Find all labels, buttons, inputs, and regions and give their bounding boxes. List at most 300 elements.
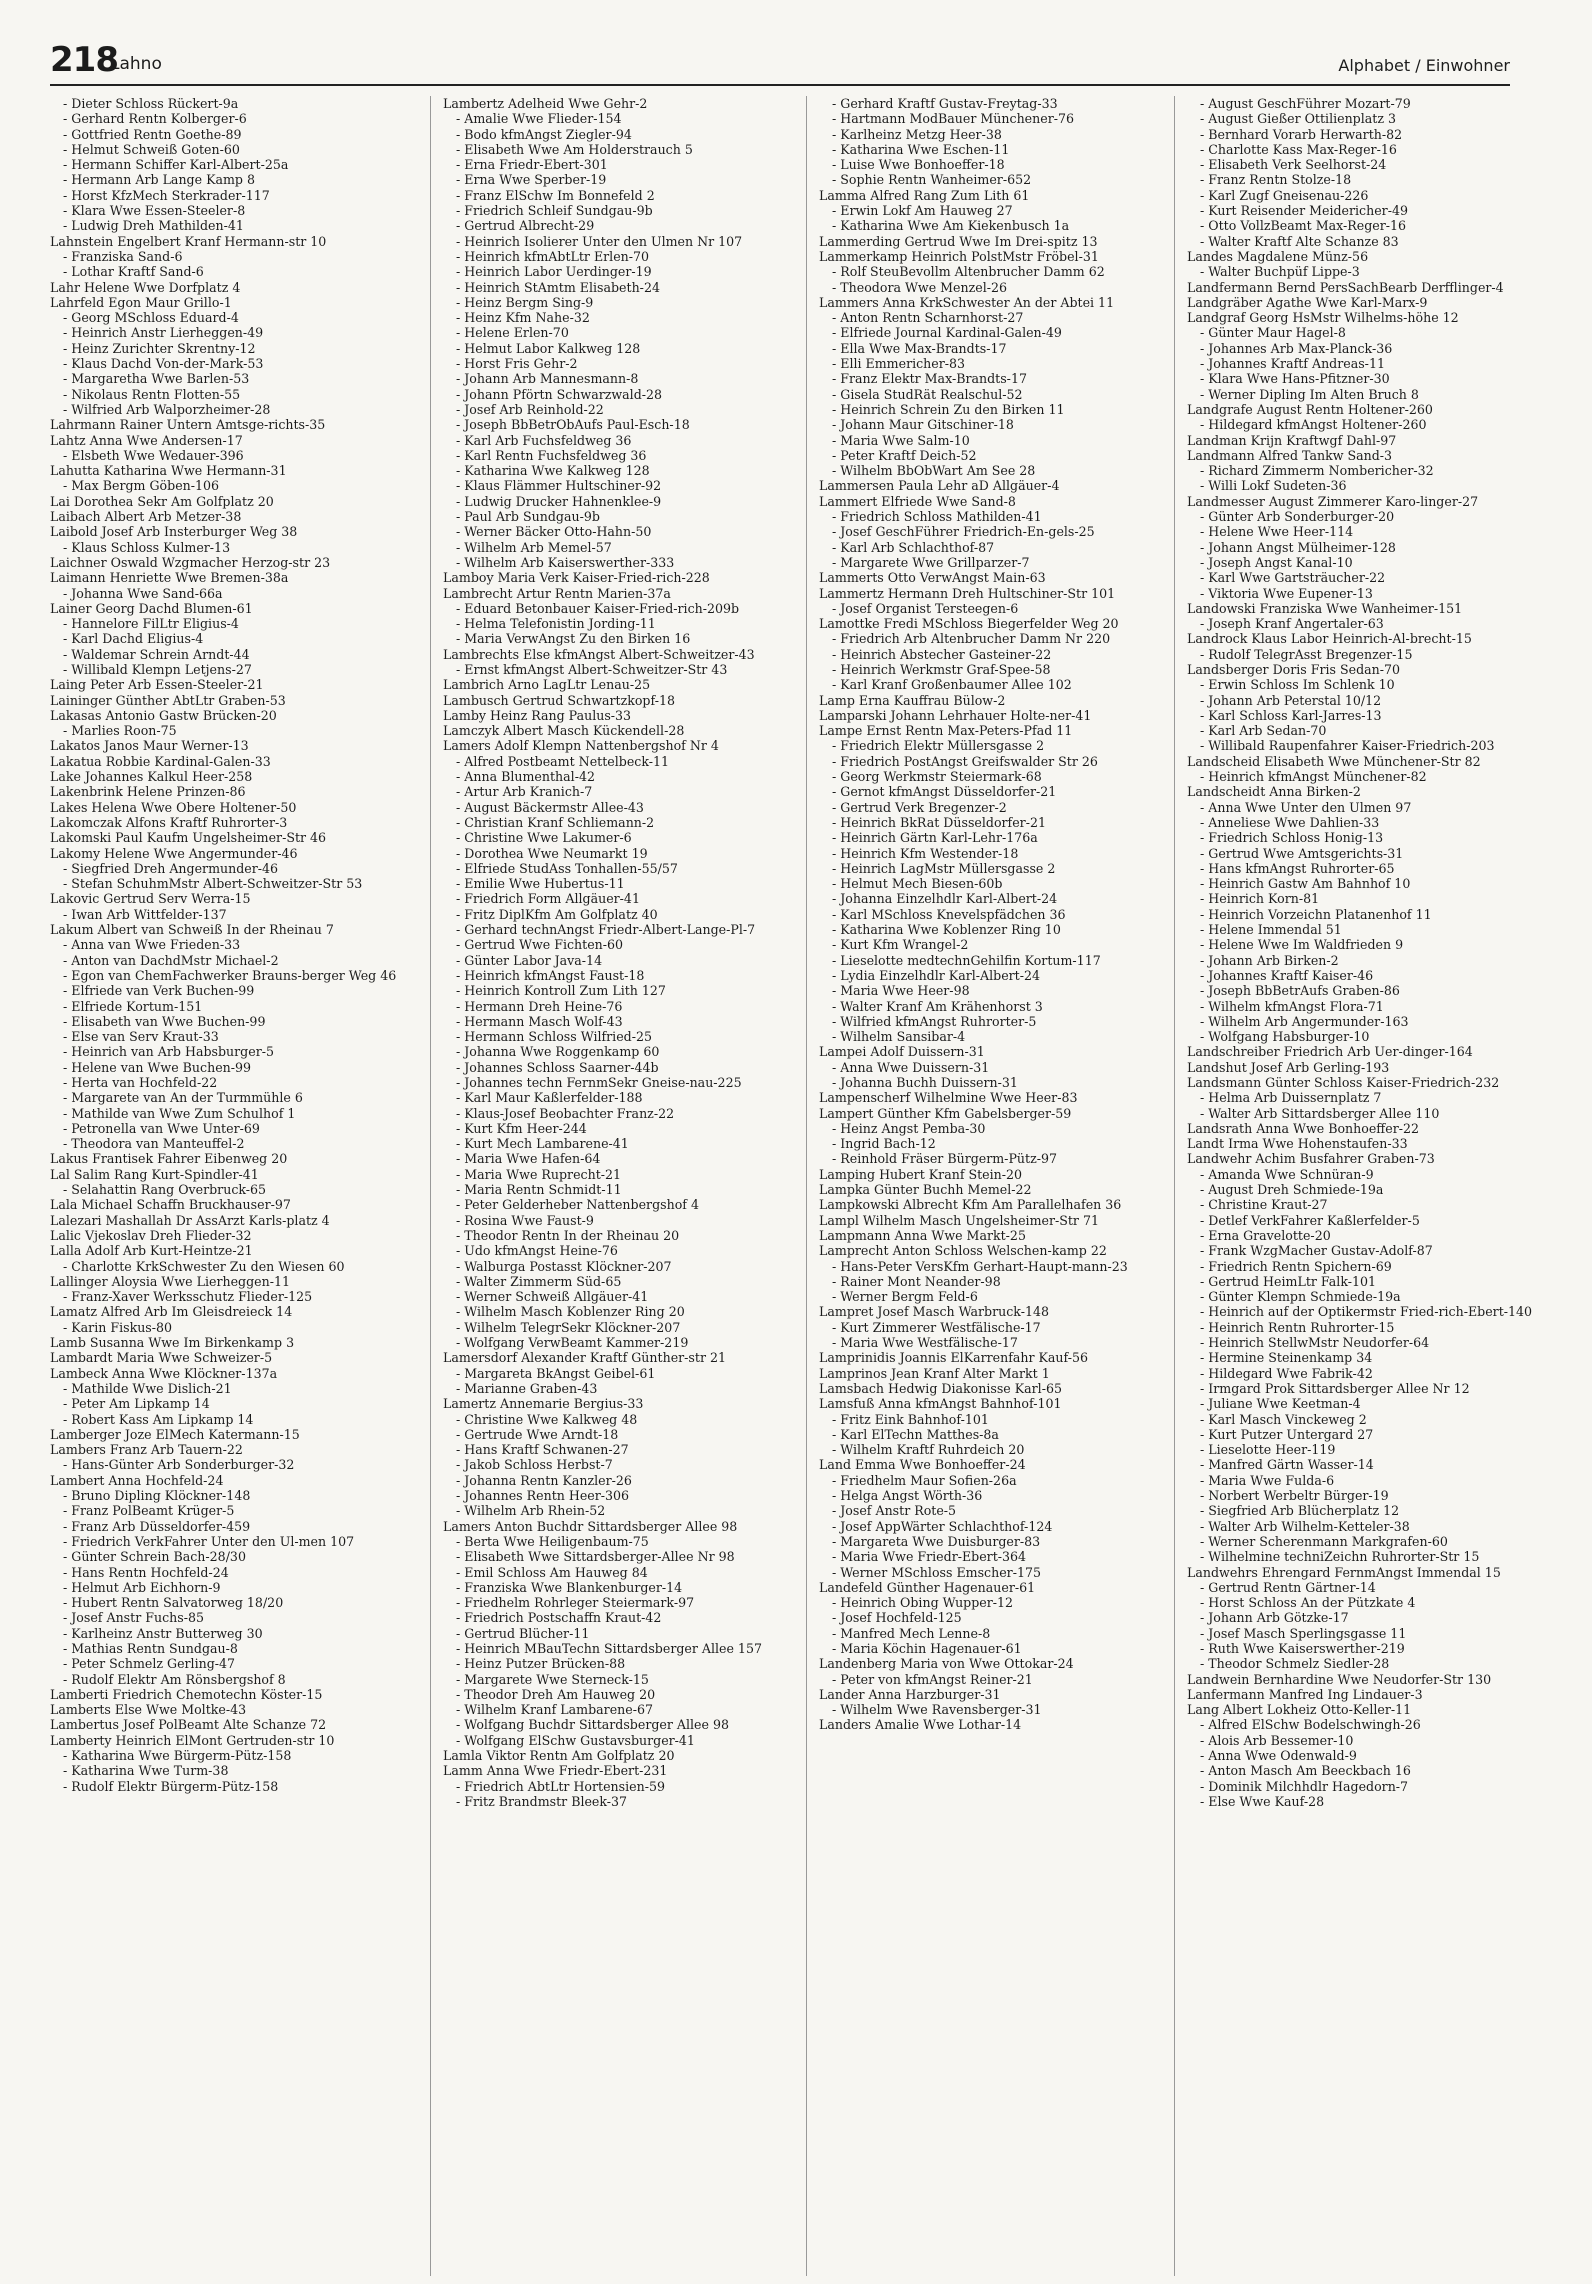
- directory-entry: - Rudolf Elektr Bürgerm-Pütz-158: [63, 1778, 279, 1794]
- directory-entry: - Emil Schloss Am Hauweg 84: [456, 1564, 648, 1580]
- directory-entry: Landgräber Agathe Wwe Karl-Marx-9: [1187, 294, 1428, 310]
- directory-entry: - Anton Masch Am Beeckbach 16: [1200, 1763, 1411, 1779]
- directory-entry: - Fritz Eink Bahnhof-101: [832, 1411, 989, 1427]
- directory-entry: - Hermann Schloss Wilfried-25: [456, 1029, 653, 1045]
- directory-entry: - Friedrich Rentn Spichern-69: [1200, 1258, 1392, 1274]
- directory-entry: Lakatos Janos Maur Werner-13: [50, 738, 249, 754]
- directory-entry: - Christine Kraut-27: [1200, 1197, 1328, 1213]
- directory-entry: - Georg Werkmstr Steiermark-68: [832, 769, 1042, 785]
- directory-entry: - Juliane Wwe Keetman-4: [1200, 1396, 1361, 1412]
- directory-entry: - Franz Arb Düsseldorfer-459: [63, 1518, 251, 1534]
- directory-entry: - Werner Schweiß Allgäuer-41: [456, 1289, 649, 1305]
- directory-entry: - Amanda Wwe Schnüran-9: [1200, 1166, 1374, 1182]
- directory-entry: Lammert Elfriede Wwe Sand-8: [819, 493, 1016, 509]
- directory-entry: - Heinrich Schrein Zu den Birken 11: [832, 401, 1065, 417]
- directory-entry: - Helma Telefonistin Jording-11: [456, 616, 656, 632]
- directory-entry: - Johann Pförtn Schwarzwald-28: [456, 386, 663, 402]
- directory-entry: Lamersdorf Alexander Kraftf Günther-str 21: [443, 1350, 726, 1366]
- directory-entry: Landwehrs Ehrengard FernmAngst Immendal 15: [1187, 1564, 1501, 1580]
- directory-entry: Lakum Albert van Schweiß In der Rheinau 7: [50, 922, 334, 938]
- directory-entry: - Wilhelm Arb Rhein-52: [456, 1503, 606, 1519]
- directory-entry: - Selahattin Rang Overbruck-65: [63, 1182, 267, 1198]
- directory-entry: - Heinrich Korn-81: [1200, 891, 1320, 907]
- directory-entry: Lamparski Johann Lehrhauer Holte-ner-41: [819, 707, 1092, 723]
- directory-entry: - Gertrud Wwe Amtsgerichts-31: [1200, 845, 1404, 861]
- directory-entry: Lammers Anna KrkSchwester An der Abtei 11: [819, 294, 1115, 310]
- directory-entry: - Franz PolBeamt Krüger-5: [63, 1503, 235, 1519]
- directory-entry: - Wilhelm Kraftf Ruhrdeich 20: [832, 1442, 1025, 1458]
- directory-entry: Lampkowski Albrecht Kfm Am Parallelhafen 36: [819, 1197, 1122, 1213]
- directory-entry: Lalic Vjekoslav Dreh Flieder-32: [50, 1227, 252, 1243]
- directory-entry: - Wilhelm Arb Kaiserswerther-333: [456, 554, 675, 570]
- directory-entry: Lakes Helena Wwe Obere Holtener-50: [50, 799, 297, 815]
- directory-entry: - Heinrich Anstr Lierheggen-49: [63, 325, 264, 341]
- directory-entry: - Helma Arb Duissernplatz 7: [1200, 1090, 1382, 1106]
- directory-entry: - Peter Schmelz Gerling-47: [63, 1656, 236, 1672]
- directory-entry: - Helmut Arb Eichhorn-9: [63, 1579, 221, 1595]
- directory-entry: - Johannes Kraftf Kaiser-46: [1200, 967, 1374, 983]
- directory-entry: - Heinrich Kontroll Zum Lith 127: [456, 983, 666, 999]
- directory-entry: Lang Albert Lokheiz Otto-Keller-11: [1187, 1702, 1412, 1718]
- directory-entry: Lammerding Gertrud Wwe Im Drei-spitz 13: [819, 233, 1098, 249]
- directory-entry: Lamma Alfred Rang Zum Lith 61: [819, 187, 1030, 203]
- directory-entry: - Nikolaus Rentn Flotten-55: [63, 386, 241, 402]
- directory-entry: - Johann Maur Gitschiner-18: [832, 417, 1014, 433]
- directory-entry: Lamb Susanna Wwe Im Birkenkamp 3: [50, 1335, 295, 1351]
- directory-entry: Landfermann Bernd PersSachBearb Derfflinger-4: [1187, 279, 1504, 295]
- directory-entry: - Günter Maur Hagel-8: [1200, 325, 1346, 341]
- directory-entry: - Charlotte KrkSchwester Zu den Wiesen 60: [63, 1258, 345, 1274]
- directory-entry: Lambers Franz Arb Tauern-22: [50, 1442, 243, 1458]
- directory-entry: - Heinrich kfmAbtLtr Erlen-70: [456, 248, 650, 264]
- directory-entry: - Berta Wwe Heiligenbaum-75: [456, 1533, 649, 1549]
- directory-entry: - Josef Anstr Rote-5: [832, 1503, 957, 1519]
- directory-entry: - Karl Rentn Fuchsfeldweg 36: [456, 447, 647, 463]
- directory-entry: - Wolfgang Habsburger-10: [1200, 1029, 1370, 1045]
- directory-entry: - Walter Arb Wilhelm-Ketteler-38: [1200, 1518, 1410, 1534]
- directory-entry: Lammertz Hermann Dreh Hultschiner-Str 101: [819, 585, 1116, 601]
- directory-entry: - Elfriede Journal Kardinal-Galen-49: [832, 325, 1062, 341]
- directory-entry: - Gertrud Albrecht-29: [456, 218, 595, 234]
- directory-entry: - Friedrich Schloss Mathilden-41: [832, 509, 1042, 525]
- directory-entry: Lakus Frantisek Fahrer Eibenweg 20: [50, 1151, 288, 1167]
- directory-entry: - Else Wwe Kauf-28: [1200, 1793, 1325, 1809]
- directory-entry: - Johannes techn FernmSekr Gneise-nau-225: [456, 1075, 742, 1090]
- directory-entry: Landgrafe August Rentn Holtener-260: [1187, 401, 1433, 417]
- directory-entry: - Wilhelm TelegrSekr Klöckner-207: [456, 1319, 681, 1335]
- directory-entry: - Helmut Mech Biesen-60b: [832, 876, 1003, 892]
- directory-entry: - Walter Zimmerm Süd-65: [456, 1273, 622, 1289]
- directory-entry: - Maria Köchin Hagenauer-61: [832, 1640, 1022, 1656]
- directory-entry: - Maria Wwe Hafen-64: [456, 1151, 601, 1167]
- directory-entry: Lainer Georg Dachd Blumen-61: [50, 600, 253, 616]
- directory-entry: - Katharina Wwe Turm-38: [63, 1763, 229, 1779]
- directory-entry: - Günter Labor Java-14: [456, 952, 603, 968]
- directory-entry: - Klaus Flämmer Hultschiner-92: [456, 478, 662, 494]
- directory-entry: - Gertrud Wwe Fichten-60: [456, 937, 624, 953]
- directory-entry: Landsberger Doris Fris Sedan-70: [1187, 661, 1401, 677]
- directory-entry: - Wolfgang VerwBeamt Kammer-219: [456, 1335, 689, 1351]
- directory-entry: - Günter Klempn Schmiede-19a: [1200, 1289, 1401, 1305]
- directory-entry: - Wilhelm Kranf Lambarene-67: [456, 1702, 653, 1718]
- directory-entry: - Maria Wwe Ruprecht-21: [456, 1166, 622, 1182]
- directory-entry: - Ernst kfmAngst Albert-Schweitzer-Str 43: [456, 661, 728, 677]
- directory-entry: - Theodora Wwe Menzel-26: [832, 279, 1008, 295]
- directory-entry: - Wilfried kfmAngst Ruhrorter-5: [832, 1013, 1037, 1029]
- directory-entry: - Peter Am Lipkamp 14: [63, 1396, 210, 1412]
- directory-entry: - August Bäckermstr Allee-43: [456, 799, 644, 815]
- directory-entry: - Anna Wwe Unter den Ulmen 97: [1200, 799, 1412, 815]
- directory-entry: Landrock Klaus Labor Heinrich-Al-brecht-15: [1187, 631, 1472, 647]
- directory-entry: - Josef Hochfeld-125: [832, 1610, 962, 1626]
- directory-entry: - Siegfried Dreh Angermunder-46: [63, 860, 279, 876]
- directory-entry: - Helene Immendal 51: [1200, 922, 1342, 938]
- directory-entry: - Johannes Rentn Heer-306: [456, 1488, 630, 1504]
- directory-entry: - Anna Wwe Duissern-31: [832, 1059, 990, 1075]
- directory-entry: - Fritz DiplKfm Am Golfplatz 40: [456, 906, 658, 922]
- directory-entry: - Reinhold Fräser Bürgerm-Pütz-97: [832, 1151, 1058, 1167]
- directory-entry: - Helene Wwe Im Waldfrieden 9: [1200, 937, 1404, 953]
- directory-entry: - Gerhard Kraftf Gustav-Freytag-33: [832, 96, 1058, 111]
- directory-entry: - Johann Arb Götzke-17: [1200, 1610, 1349, 1626]
- directory-entry: - Heinrich StellwMstr Neudorfer-64: [1200, 1335, 1430, 1351]
- directory-entry: - Heinz Angst Pemba-30: [832, 1120, 986, 1136]
- directory-entry: - Willibald Klempn Letjens-27: [63, 661, 252, 677]
- directory-entry: - Heinrich Isolierer Unter den Ulmen Nr 107: [456, 233, 743, 249]
- directory-entry: - Karl Masch Vinckeweg 2: [1200, 1411, 1367, 1427]
- directory-entry: - Wilhelm Arb Memel-57: [456, 539, 612, 555]
- directory-entry: - Alfred Postbeamt Nettelbeck-11: [456, 753, 670, 769]
- directory-entry: - Friedrich VerkFahrer Unter den Ul-men 107: [63, 1533, 355, 1549]
- directory-entry: Landenberg Maria von Wwe Ottokar-24: [819, 1656, 1074, 1672]
- directory-entry: - Johann Angst Mülheimer-128: [1200, 539, 1396, 555]
- directory-entry: - Anna Wwe Odenwald-9: [1200, 1748, 1357, 1764]
- directory-entry: - Elisabeth Wwe Sittardsberger-Allee Nr 98: [456, 1549, 735, 1565]
- directory-entry: - Hermann Dreh Heine-76: [456, 998, 623, 1014]
- directory-entry: Land Emma Wwe Bonhoeffer-24: [819, 1457, 1026, 1473]
- directory-entry: - Richard Zimmerm Nombericher-32: [1200, 463, 1434, 479]
- directory-entry: Lamottke Fredi MSchloss Biegerfelder Weg 20: [819, 616, 1119, 632]
- directory-entry: - Heinrich Gärtn Karl-Lehr-176a: [832, 830, 1038, 846]
- directory-entry: Lambrich Arno LagLtr Lenau-25: [443, 677, 651, 693]
- directory-entry: - Hubert Rentn Salvatorweg 18/20: [63, 1595, 284, 1611]
- directory-entry: - Kurt Kfm Wrangel-2: [832, 937, 969, 953]
- directory-entry: - Horst Schloss An der Pützkate 4: [1200, 1595, 1416, 1611]
- directory-entry: - Horst KfzMech Sterkrader-117: [63, 187, 270, 203]
- directory-entry: Lakenbrink Helene Prinzen-86: [50, 784, 246, 800]
- directory-entry: - Hans kfmAngst Ruhrorter-65: [1200, 860, 1395, 876]
- directory-entry: - Friedhelm Maur Sofien-26a: [832, 1472, 1017, 1488]
- directory-entry: Lambert Anna Hochfeld-24: [50, 1472, 224, 1488]
- directory-entry: Lamm Anna Wwe Friedr-Ebert-231: [443, 1763, 668, 1779]
- directory-entry: - Heinrich Abstecher Gasteiner-22: [832, 646, 1052, 662]
- directory-entry: - Frank WzgMacher Gustav-Adolf-87: [1200, 1243, 1433, 1259]
- directory-entry: - Willi Lokf Sudeten-36: [1200, 478, 1347, 494]
- directory-entry: - Theodor Rentn In der Rheinau 20: [456, 1227, 680, 1243]
- directory-entry: - Heinrich kfmAngst Faust-18: [456, 967, 645, 983]
- directory-entry: - Walter Arb Sittardsberger Allee 110: [1200, 1105, 1440, 1121]
- directory-entry: - Detlef VerkFahrer Kaßlerfelder-5: [1200, 1212, 1420, 1228]
- directory-entry: - Karl MSchloss Knevelspfädchen 36: [832, 906, 1066, 922]
- directory-entry: - Udo kfmAngst Heine-76: [456, 1243, 618, 1259]
- directory-entry: Landers Amalie Wwe Lothar-14: [819, 1717, 1022, 1733]
- directory-entry: - Johanna Buchh Duissern-31: [832, 1075, 1018, 1090]
- directory-entry: - Elisabeth Verk Seelhorst-24: [1200, 157, 1387, 173]
- directory-entry: Laibold Josef Arb Insterburger Weg 38: [50, 524, 298, 540]
- directory-entry: - Heinrich MBauTechn Sittardsberger Allee 157: [456, 1640, 762, 1656]
- directory-entry: Lanfermann Manfred Ing Lindauer-3: [1187, 1686, 1423, 1702]
- directory-entry: Laichner Oswald Wzgmacher Herzog-str 23: [50, 554, 331, 570]
- directory-entry: - Gertrud Verk Bregenzer-2: [832, 799, 1007, 815]
- directory-entry: - Johann Arb Mannesmann-8: [456, 371, 639, 387]
- directory-entry: - Elsbeth Wwe Wedauer-396: [63, 447, 244, 463]
- directory-entry: - Peter Gelderheber Nattenbergshof 4: [456, 1197, 699, 1213]
- directory-entry: Laininger Günther AbtLtr Graben-53: [50, 692, 286, 708]
- directory-entry: - Klaus-Josef Beobachter Franz-22: [456, 1105, 675, 1121]
- directory-entry: Landmann Alfred Tankw Sand-3: [1187, 447, 1393, 463]
- directory-entry: - Joseph BbBetrObAufs Paul-Esch-18: [456, 417, 690, 433]
- directory-entry: - Peter Kraftf Deich-52: [832, 447, 977, 463]
- directory-entry: - Viktoria Wwe Eupener-13: [1200, 585, 1373, 601]
- directory-entry: - Johanna Wwe Roggenkamp 60: [456, 1044, 660, 1060]
- directory-entry: - Margareta BkAngst Geibel-61: [456, 1365, 656, 1381]
- directory-entry: - Rainer Mont Neander-98: [832, 1273, 1001, 1289]
- directory-entry: Lambardt Maria Wwe Schweizer-5: [50, 1350, 273, 1366]
- directory-entry: Lamczyk Albert Masch Kückendell-28: [443, 723, 685, 739]
- directory-entry: Lampe Ernst Rentn Max-Peters-Pfad 11: [819, 723, 1073, 739]
- directory-entry: - Ludwig Drucker Hahnenklee-9: [456, 493, 662, 509]
- directory-entry: - Sophie Rentn Wanheimer-652: [832, 172, 1032, 188]
- directory-entry: - Petronella van Wwe Unter-69: [63, 1120, 260, 1136]
- directory-entry: - Karl Kranf Großenbaumer Allee 102: [832, 677, 1072, 693]
- directory-entry: Lakovic Gertrud Serv Werra-15: [50, 891, 251, 907]
- directory-entry: Lammerkamp Heinrich PolstMstr Fröbel-31: [819, 248, 1099, 264]
- directory-entry: - Gertrud Blücher-11: [456, 1625, 590, 1641]
- directory-entry: Lal Salim Rang Kurt-Spindler-41: [50, 1166, 259, 1182]
- directory-entry: - Walter Kraftf Alte Schanze 83: [1200, 233, 1399, 249]
- directory-entry: - Karl Arb Fuchsfeldweg 36: [456, 432, 632, 448]
- directory-entry: - Johannes Schloss Saarner-44b: [456, 1059, 659, 1075]
- directory-entry: - Gertrud HeimLtr Falk-101: [1200, 1273, 1377, 1289]
- directory-entry: - Katharina Wwe Koblenzer Ring 10: [832, 922, 1061, 938]
- directory-entry: - Erna Wwe Sperber-19: [456, 172, 607, 188]
- directory-entry: - Heinrich StAmtm Elisabeth-24: [456, 279, 660, 295]
- directory-entry: - Karl Arb Sedan-70: [1200, 723, 1327, 739]
- directory-entry: Lakomczak Alfons Kraftf Ruhrorter-3: [50, 814, 288, 830]
- directory-entry: - Hans-Peter VersKfm Gerhart-Haupt-mann-23: [832, 1258, 1128, 1274]
- directory-entry: Lambertus Josef PolBeamt Alte Schanze 72: [50, 1717, 327, 1733]
- directory-entry: - Wilhelmine techniZeichn Ruhrorter-Str 15: [1200, 1549, 1480, 1565]
- directory-entry: - Elisabeth van Wwe Buchen-99: [63, 1013, 266, 1029]
- directory-entry: Lamertz Annemarie Bergius-33: [443, 1396, 644, 1412]
- directory-entry: - Fritz Brandmstr Bleek-37: [456, 1793, 628, 1809]
- directory-entry: - Horst Fris Gehr-2: [456, 356, 578, 372]
- directory-entry: - Günter Arb Sonderburger-20: [1200, 509, 1395, 525]
- directory-entry: - Johanna Rentn Kanzler-26: [456, 1472, 632, 1488]
- directory-entry: - Walter Buchpüf Lippe-3: [1200, 264, 1360, 280]
- directory-entry: - Maria Rentn Schmidt-11: [456, 1182, 622, 1198]
- directory-entry: - Joseph Kranf Angertaler-63: [1200, 616, 1384, 632]
- directory-entry: - Bernhard Vorarb Herwarth-82: [1200, 126, 1403, 142]
- directory-entry: - Friedrich Elektr Müllersgasse 2: [832, 738, 1045, 754]
- directory-entry: - Dorothea Wwe Neumarkt 19: [456, 845, 648, 861]
- directory-entry: - Alois Arb Bessemer-10: [1200, 1732, 1354, 1748]
- directory-entry: Landschreiber Friedrich Arb Uer-dinger-164: [1187, 1044, 1473, 1060]
- column-1: [50, 96, 402, 2276]
- directory-entry: - Katharina Wwe Eschen-11: [832, 141, 1010, 157]
- directory-entry: Lamping Hubert Kranf Stein-20: [819, 1166, 1023, 1182]
- directory-entry: Laing Peter Arb Essen-Steeler-21: [50, 677, 264, 693]
- directory-entry: - Heinz Putzer Brücken-88: [456, 1656, 626, 1672]
- directory-entry: - Maria Wwe Fulda-6: [1200, 1472, 1335, 1488]
- directory-entry: Lambrechts Else kfmAngst Albert-Schweitzer-43: [443, 646, 755, 662]
- directory-entry: - Karl ElTechn Matthes-8a: [832, 1426, 999, 1442]
- column-4: [1174, 96, 1539, 2276]
- directory-entry: - Bruno Dipling Klöckner-148: [63, 1488, 251, 1504]
- directory-entry: - Erwin Schloss Im Schlenk 10: [1200, 677, 1395, 693]
- directory-entry: Lamberti Friedrich Chemotechn Köster-15: [50, 1686, 323, 1702]
- directory-entry: - Elfriede van Verk Buchen-99: [63, 983, 255, 999]
- directory-entry: - Otto VollzBeamt Max-Reger-16: [1200, 218, 1407, 234]
- page-header: [50, 38, 1510, 86]
- directory-entry: Lamberty Heinrich ElMont Gertruden-str 10: [50, 1732, 335, 1748]
- directory-entry: - Anton van DachdMstr Michael-2: [63, 952, 279, 968]
- directory-entry: - Bodo kfmAngst Ziegler-94: [456, 126, 632, 142]
- directory-entry: - Maria VerwAngst Zu den Birken 16: [456, 631, 691, 647]
- directory-entry: - Johann Arb Peterstal 10/12: [1200, 692, 1382, 708]
- directory-entry: Lampka Günter Buchh Memel-22: [819, 1182, 1032, 1198]
- directory-entry: - Johannes Arb Max-Planck-36: [1200, 340, 1393, 356]
- directory-entry: - Joseph BbBetrAufs Graben-86: [1200, 983, 1400, 999]
- directory-entry: - Ludwig Dreh Mathilden-41: [63, 218, 244, 234]
- directory-entry: Lampret Josef Masch Warbruck-148: [819, 1304, 1049, 1320]
- directory-entry: - Johann Arb Birken-2: [1200, 952, 1339, 968]
- directory-entry: - Ingrid Bach-12: [832, 1136, 936, 1152]
- directory-entry: - Walter Kranf Am Krähenhorst 3: [832, 998, 1043, 1014]
- directory-entry: - Josef AppWärter Schlachthof-124: [832, 1518, 1053, 1534]
- directory-entry: - Norbert Werbeltr Bürger-19: [1200, 1488, 1389, 1504]
- directory-entry: - Karl Arb Schlachthof-87: [832, 539, 995, 555]
- directory-entry: - Franz Rentn Stolze-18: [1200, 172, 1352, 188]
- section-title: Alphabet / Einwohner: [1338, 56, 1510, 75]
- directory-entry: Lander Anna Harzburger-31: [819, 1686, 1001, 1702]
- directory-entry: - Johanna Wwe Sand-66a: [63, 585, 223, 601]
- directory-entry: - Gertrude Wwe Arndt-18: [456, 1426, 619, 1442]
- directory-entry: - Christine Wwe Kalkweg 48: [456, 1411, 638, 1427]
- directory-entry: - Helene Erlen-70: [456, 325, 569, 341]
- directory-entry: - Theodor Dreh Am Hauweg 20: [456, 1686, 656, 1702]
- directory-entry: - Kurt Kfm Heer-244: [456, 1120, 587, 1136]
- directory-entry: Landmesser August Zimmerer Karo-linger-27: [1187, 493, 1479, 509]
- directory-entry: Lamprinidis Joannis ElKarrenfahr Kauf-56: [819, 1350, 1089, 1366]
- directory-entry: - Max Bergm Göben-106: [63, 478, 220, 494]
- page-number: 218: [50, 40, 118, 80]
- directory-entry: - Heinrich Gastw Am Bahnhof 10: [1200, 876, 1411, 892]
- directory-entry: - Peter von kfmAngst Reiner-21: [832, 1671, 1033, 1687]
- directory-entry: - Hermann Arb Lange Kamp 8: [63, 172, 256, 188]
- directory-entry: - Kurt Putzer Untergard 27: [1200, 1426, 1374, 1442]
- directory-entry: - Klara Wwe Essen-Steeler-8: [63, 203, 246, 219]
- directory-entry: Lamsbach Hedwig Diakonisse Karl-65: [819, 1380, 1062, 1396]
- directory-entry: - Lieselotte Heer-119: [1200, 1442, 1336, 1458]
- directory-entry: - Paul Arb Sundgau-9b: [456, 509, 600, 525]
- directory-entry: - Elfriede Kortum-151: [63, 998, 203, 1014]
- directory-entry: - Jakob Schloss Herbst-7: [456, 1457, 613, 1473]
- directory-entry: Lalezari Mashallah Dr AssArzt Karls-platz 4: [50, 1212, 330, 1228]
- directory-entry: - Karl Schloss Karl-Jarres-13: [1200, 707, 1382, 723]
- directory-entry: - Stefan SchuhmMstr Albert-Schweitzer-Str 53: [63, 876, 363, 892]
- directory-entry: - Hartmann ModBauer Münchener-76: [832, 111, 1074, 127]
- directory-entry: Lahrmann Rainer Untern Amtsge-richts-35: [50, 417, 326, 433]
- directory-entry: Lake Johannes Kalkul Heer-258: [50, 769, 253, 785]
- directory-entry: Lambeck Anna Wwe Klöckner-137a: [50, 1365, 278, 1381]
- directory-entry: - Karl Dachd Eligius-4: [63, 631, 204, 647]
- directory-entry: - Friedrich Postschaffn Kraut-42: [456, 1610, 662, 1626]
- directory-entry: - Waldemar Schrein Arndt-44: [63, 646, 250, 662]
- directory-entry: - Elli Emmericher-83: [832, 356, 966, 372]
- directory-entry: - Wilhelm BbObWart Am See 28: [832, 463, 1036, 479]
- directory-entry: Lakasas Antonio Gastw Brücken-20: [50, 707, 277, 723]
- directory-entry: Landwehr Achim Busfahrer Graben-73: [1187, 1151, 1435, 1167]
- directory-entry: - Werner Bäcker Otto-Hahn-50: [456, 524, 652, 540]
- directory-entry: - Heinrich kfmAngst Münchener-82: [1200, 769, 1427, 785]
- directory-entry: Lamsfuß Anna kfmAngst Bahnhof-101: [819, 1396, 1062, 1412]
- directory-entry: - Helene van Wwe Buchen-99: [63, 1059, 252, 1075]
- directory-entry: - Gerhard Rentn Kolberger-6: [63, 111, 247, 127]
- directory-entry: Lambertz Adelheid Wwe Gehr-2: [443, 96, 648, 111]
- directory-entry: - Georg MSchloss Eduard-4: [63, 310, 239, 326]
- directory-entry: Landman Krijn Kraftwgf Dahl-97: [1187, 432, 1397, 448]
- directory-entry: - Anneliese Wwe Dahlien-33: [1200, 814, 1380, 830]
- directory-entry: - Amalie Wwe Flieder-154: [456, 111, 622, 127]
- directory-entry: - Helga Angst Wörth-36: [832, 1488, 983, 1504]
- directory-entry: Lamers Adolf Klempn Nattenbergshof Nr 4: [443, 738, 719, 754]
- directory-entry: - Heinrich Rentn Ruhrorter-15: [1200, 1319, 1395, 1335]
- directory-entry: - August Gießer Ottilienplatz 3: [1200, 111, 1396, 127]
- directory-entry: - Wilhelm Sansibar-4: [832, 1029, 966, 1045]
- directory-entry: Lamberts Else Wwe Moltke-43: [50, 1702, 247, 1718]
- directory-entry: - Johannes Kraftf Andreas-11: [1200, 356, 1385, 372]
- directory-entry: - Karlheinz Anstr Butterweg 30: [63, 1625, 263, 1641]
- directory-entry: - Erna Friedr-Ebert-301: [456, 157, 608, 173]
- directory-entry: Lampei Adolf Duissern-31: [819, 1044, 985, 1060]
- directory-entry: - Christine Wwe Lakumer-6: [456, 830, 632, 846]
- directory-entry: - Manfred Mech Lenne-8: [832, 1625, 991, 1641]
- directory-entry: - Heinz Zurichter Skrentny-12: [63, 340, 256, 356]
- directory-entry: - Maria Wwe Westfälische-17: [832, 1335, 1018, 1351]
- directory-entry: Landscheid Elisabeth Wwe Münchener-Str 82: [1187, 753, 1481, 769]
- directory-entry: - Dieter Schloss Rückert-9a: [63, 96, 239, 111]
- directory-entry: Lammerts Otto VerwAngst Main-63: [819, 570, 1046, 586]
- directory-entry: - Günter Schrein Bach-28/30: [63, 1549, 246, 1565]
- directory-entry: Lalla Adolf Arb Kurt-Heintze-21: [50, 1243, 253, 1259]
- directory-entry: - Helmut Labor Kalkweg 128: [456, 340, 641, 356]
- directory-entry: - Gisela StudRät Realschul-52: [832, 386, 1023, 402]
- directory-entry: - Robert Kass Am Lipkamp 14: [63, 1411, 254, 1427]
- directory-entry: - Mathias Rentn Sundgau-8: [63, 1640, 238, 1656]
- directory-entry: - Wilhelm Wwe Ravensberger-31: [832, 1702, 1042, 1718]
- directory-entry: - Margareta Wwe Duisburger-83: [832, 1533, 1041, 1549]
- directory-entry: - Elfriede StudAss Tonhallen-55/57: [456, 860, 678, 876]
- directory-entry: - Charlotte Kass Max-Reger-16: [1200, 141, 1397, 157]
- directory-entry: - Heinz Kfm Nahe-32: [456, 310, 590, 326]
- directory-entry: - Margaretha Wwe Barlen-53: [63, 371, 250, 387]
- directory-entry: - Rolf SteuBevollm Altenbrucher Damm 62: [832, 264, 1105, 280]
- directory-entry: Lampl Wilhelm Masch Ungelsheimer-Str 71: [819, 1212, 1099, 1228]
- directory-entry: Lamatz Alfred Arb Im Gleisdreieck 14: [50, 1304, 293, 1320]
- directory-entry: Lambrecht Artur Rentn Marien-37a: [443, 585, 671, 601]
- directory-entry: - Dominik Milchhdlr Hagedorn-7: [1200, 1778, 1409, 1794]
